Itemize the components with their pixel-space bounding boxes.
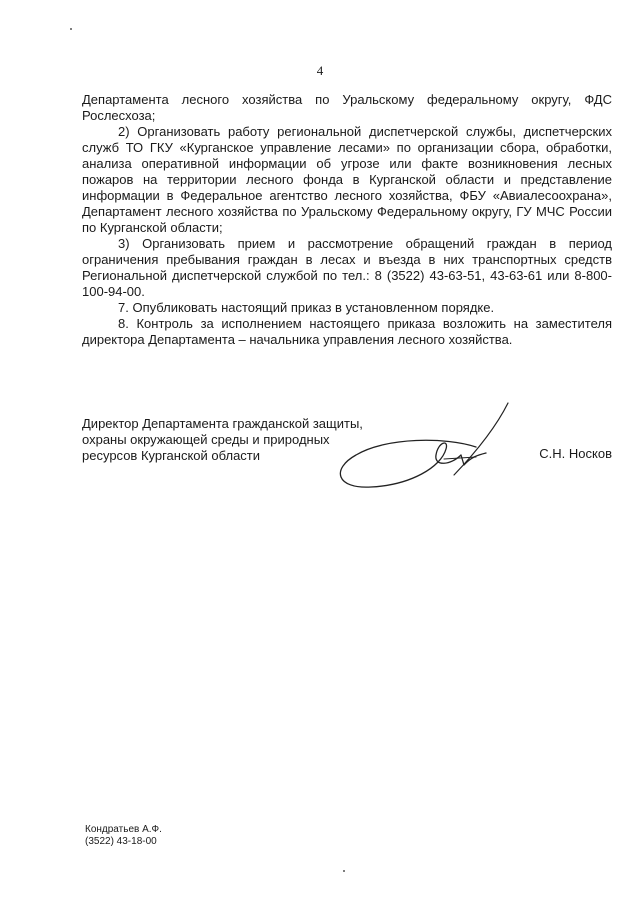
signatory-title-line-3: ресурсов Курганской области [82, 448, 261, 463]
signatory-title-line-2: охраны окружающей среды и природных [82, 432, 330, 447]
document-footer [85, 824, 162, 848]
executor-name: Кондратьев А.Ф. [85, 824, 162, 835]
document-body [82, 92, 612, 348]
paragraph-continuation: Департамента лесного хозяйства по Уральскому федеральному округу, ФДС Рослесхоза; [82, 92, 612, 123]
page-number: 4 [316, 63, 324, 78]
paragraph-item-7: 7. Опубликовать настоящий приказ в установленном порядке. [118, 300, 495, 315]
scan-speck [70, 28, 72, 30]
signatory-title-line-1: Директор Департамента гражданской защиты, [82, 416, 363, 431]
handwritten-signature [326, 397, 526, 497]
paragraph-item-8: 8. Контроль за исполнением настоящего приказа возложить на заместителя директора Департамента – начальника управления лесного хозяйства. [82, 316, 612, 347]
paragraph-item-3: 3) Организовать прием и рассмотрение обращений граждан в период ограничения пребывания граждан в лесах и въезда в них транспортных средств Региональной диспетчерской службой по тел.: 8 (3522) 43-63-51, 43-63-61 или 8-800-100-94-00. [82, 236, 612, 299]
scan-speck [343, 870, 345, 872]
executor-phone: (3522) 43-18-00 [85, 836, 157, 847]
signatory-name: С.Н. Носков [539, 446, 612, 461]
paragraph-item-2: 2) Организовать работу региональной диспетчерской службы, диспетчерских служб ТО ГКУ «Курганское управление лесами» по организации сбора, обработки, анализа оперативной информации об угрозе или факте возникновения лесных пожаров на территории лесного фонда в Курганской области и представление информации в Федеральное агентство лесного хозяйства, ФБУ «Авиалесоохрана», Департамент лесного хозяйства по Уральскому Федеральному округу, ГУ МЧС России по Курганской области; [82, 124, 612, 235]
